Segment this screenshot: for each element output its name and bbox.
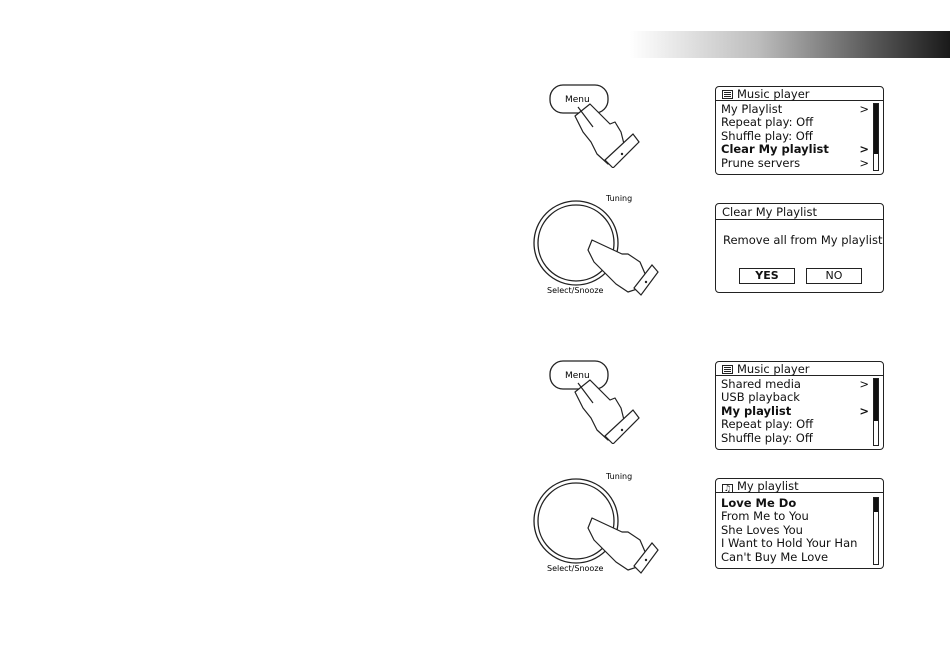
lcd-screen-my-playlist [715, 478, 884, 569]
playlist-item[interactable]: She Loves You [721, 522, 803, 537]
scrollbar[interactable] [873, 497, 879, 565]
tuning-knob-press-illustration [530, 192, 660, 302]
lcd-screen-clear-my-playlist [715, 203, 884, 293]
lcd-screen-music-player-2 [715, 361, 884, 450]
playlist-item[interactable]: I Want to Hold Your Han [721, 536, 858, 551]
lcd-title: Clear My Playlist [716, 204, 883, 220]
menu-item-shuffle-play[interactable]: Shuffle play: Off [721, 128, 813, 143]
knob-label-select-snooze: Select/Snooze [547, 286, 604, 295]
menu-item-my-playlist[interactable]: My playlist > [721, 403, 869, 418]
menu-button-press-illustration [545, 82, 640, 168]
menu-item-repeat-play[interactable]: Repeat play: Off [721, 115, 814, 130]
playlist-item[interactable]: Love Me Do [721, 496, 797, 510]
menu-button-press-illustration [545, 358, 640, 444]
list-icon [722, 365, 733, 374]
list-icon [722, 90, 733, 99]
music-icon: ♫ [723, 484, 732, 493]
playlist-item[interactable]: From Me to You [721, 509, 809, 524]
lcd-title: Music player [716, 362, 883, 376]
header-gradient-bar [630, 31, 950, 58]
menu-item-shuffle-play[interactable]: Shuffle play: Off [721, 430, 813, 445]
scrollbar[interactable] [873, 103, 879, 171]
playlist-item[interactable]: Can't Buy Me Love [721, 549, 829, 564]
yes-button[interactable]: YES [739, 268, 795, 284]
knob-label-select-snooze: Select/Snooze [547, 564, 604, 573]
menu-button-label: Menu [565, 95, 590, 105]
menu-item-shared-media[interactable]: Shared media > [721, 377, 869, 391]
scrollbar[interactable] [873, 378, 879, 446]
menu-button-label: Menu [565, 371, 590, 381]
menu-item-prune-servers[interactable]: Prune servers > [721, 155, 869, 170]
lcd-title: Music player [716, 87, 883, 101]
lcd-title: ♫ My playlist [716, 479, 883, 493]
menu-item-clear-my-playlist[interactable]: Clear My playlist > [721, 142, 869, 157]
tuning-knob-press-illustration [530, 470, 660, 580]
menu-item-my-playlist[interactable]: My Playlist > [721, 102, 869, 116]
knob-label-tuning: Tuning [606, 472, 633, 481]
lcd-screen-music-player-1 [715, 86, 884, 175]
menu-item-repeat-play[interactable]: Repeat play: Off [721, 417, 814, 432]
menu-item-usb-playback[interactable]: USB playback [721, 390, 800, 405]
knob-label-tuning: Tuning [606, 194, 633, 203]
dialog-message: Remove all from My playlist [723, 233, 883, 247]
no-button[interactable]: NO [806, 268, 862, 284]
